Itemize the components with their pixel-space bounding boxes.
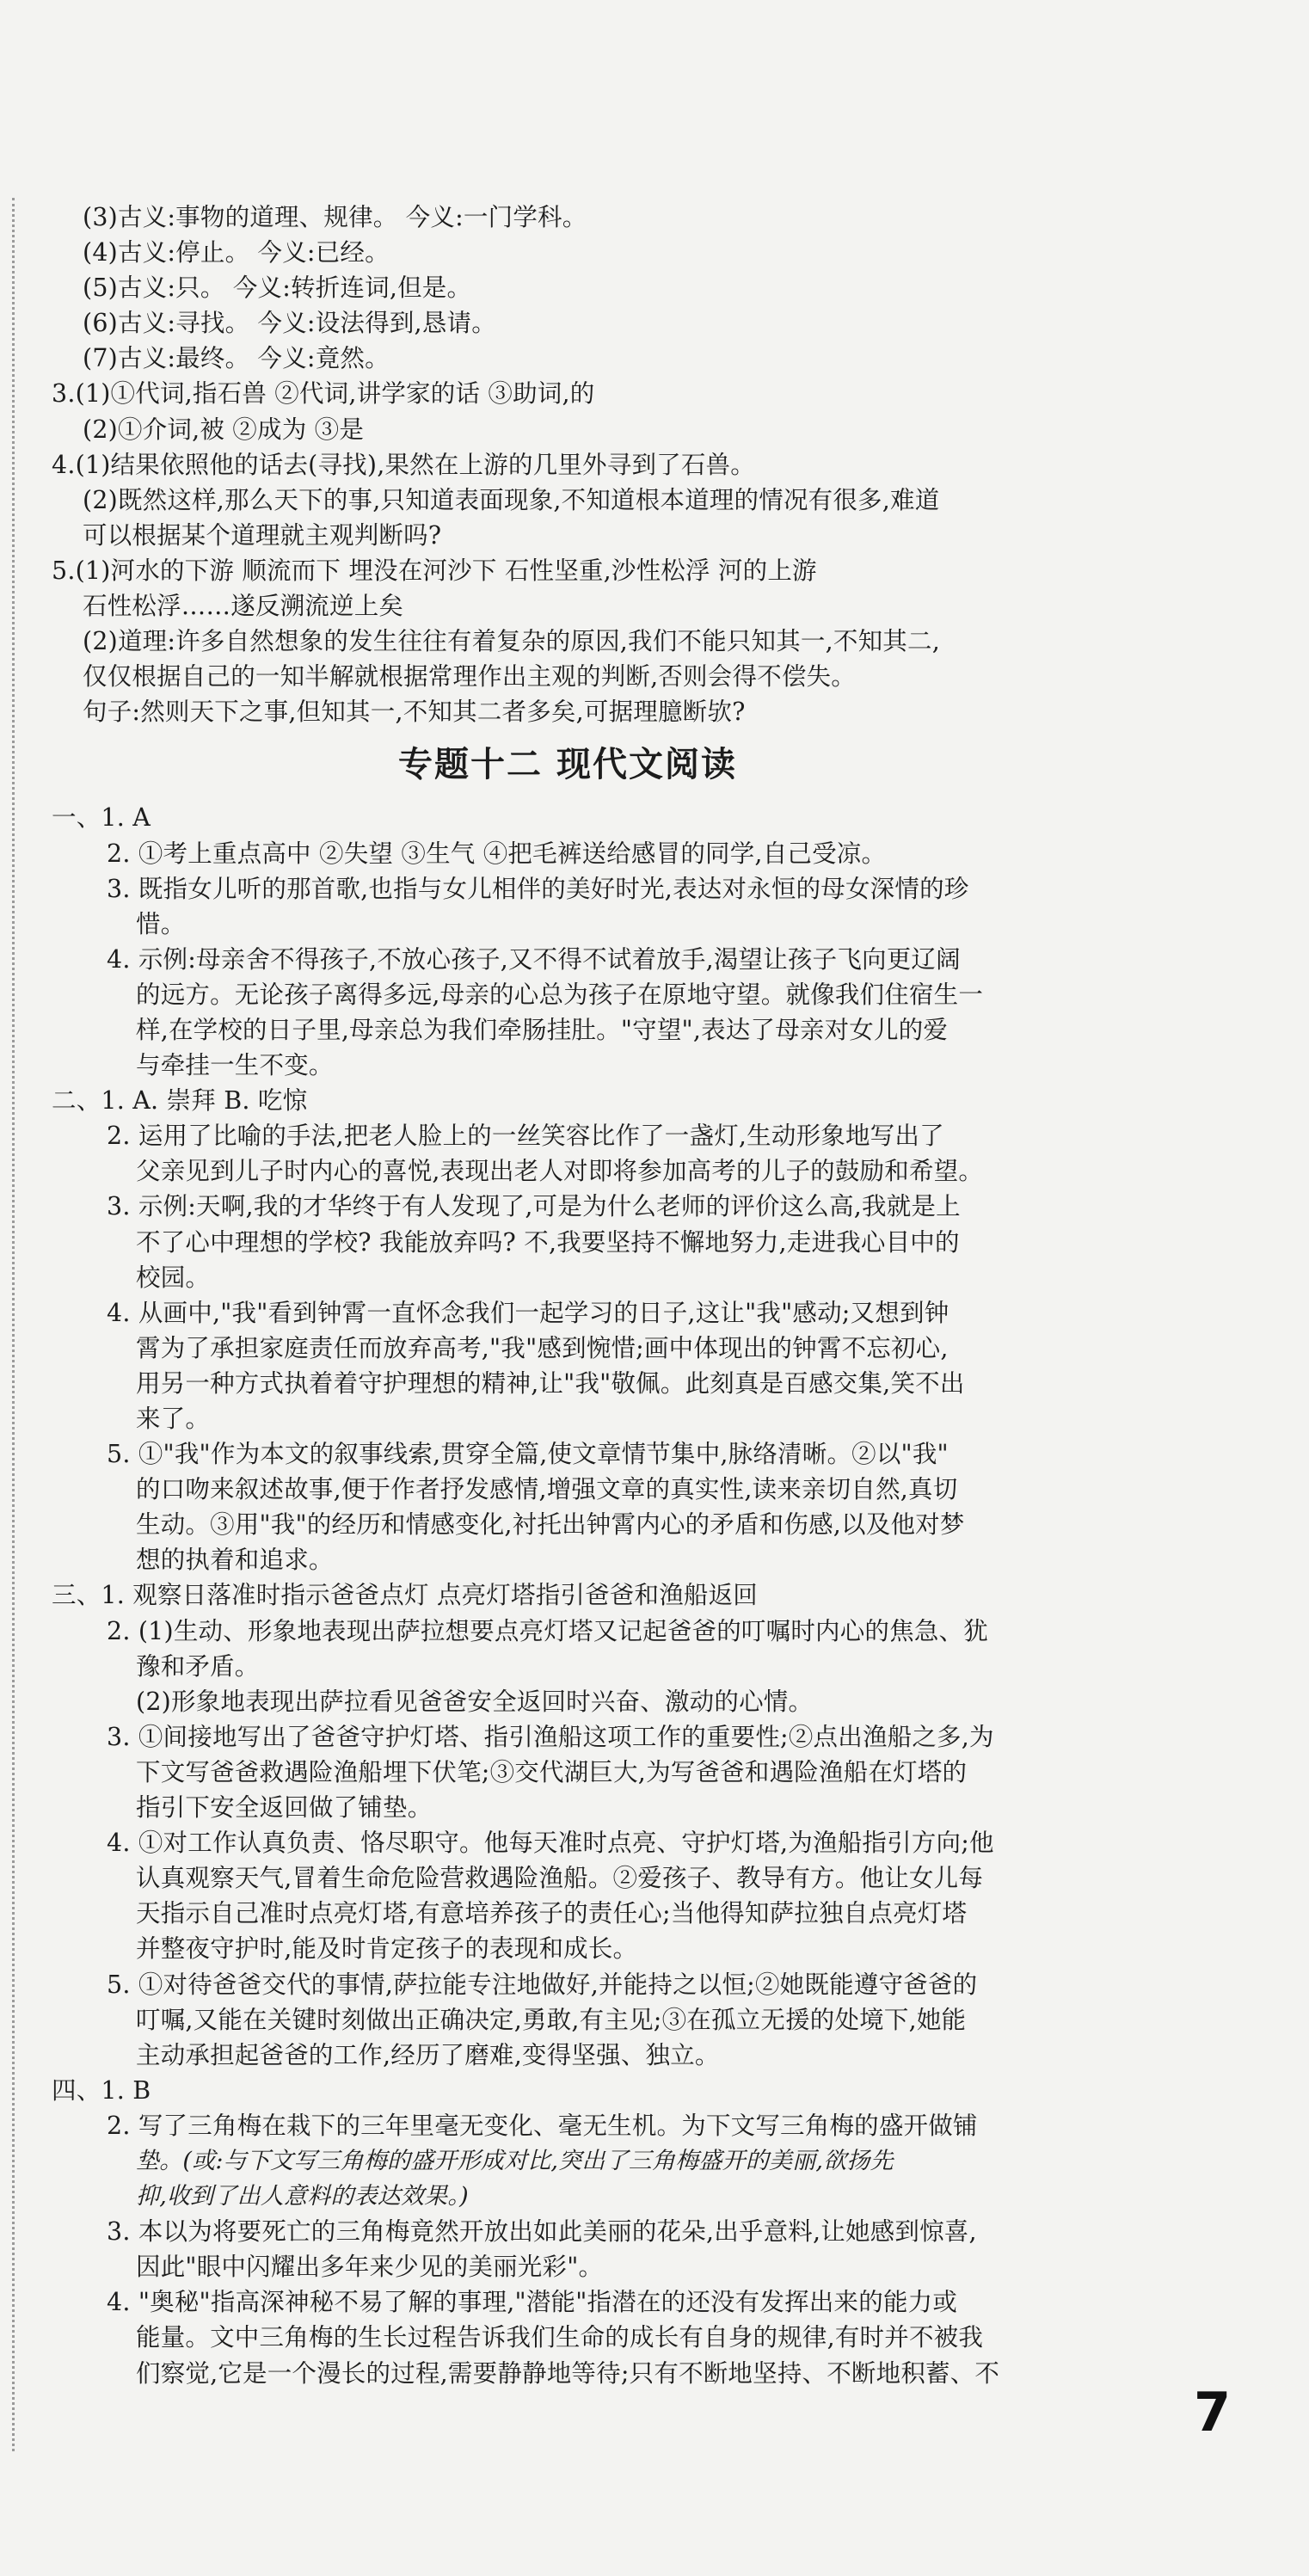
section-title: 专题十二 现代文阅读 [398, 745, 737, 785]
answer-line: 4. ①对工作认真负责、恪尽职守。他每天准时点亮、守护灯塔,为渔船指引方向;他 [107, 1829, 994, 1858]
answer-line: 石性松浮……遂反溯流逆上矣 [83, 592, 404, 621]
answer-line: 生动。③用"我"的经历和情感变化,衬托出钟霄内心的矛盾和伤感,以及他对梦 [136, 1510, 965, 1540]
answer-line: (5)古义:只。 今义:转折连词,但是。 [83, 274, 472, 303]
answer-note-line: 抑,收到了出人意料的表达效果。) [136, 2183, 469, 2210]
answer-line: 霄为了承担家庭责任而放弃高考,"我"感到惋惜;画中体现出的钟霄不忘初心, [136, 1333, 949, 1362]
answer-line: (2)形象地表现出萨拉看见爸爸安全返回时兴奋、激动的心情。 [136, 1687, 814, 1716]
modern-reading-answers [52, 800, 1049, 2390]
answer-line: 3. 本以为将要死亡的三角梅竟然开放出如此美丽的花朵,出乎意料,让她感到惊喜, [107, 2217, 977, 2247]
answer-line: 的远方。无论孩子离得多远,母亲的心总为孩子在原地守望。就像我们住宿生一 [136, 980, 984, 1009]
answer-line: 句子:然则天下之事,但知其一,不知其二者多矣,可据理臆断欤? [83, 698, 746, 727]
answer-line: (4)古义:停止。 今义:已经。 [83, 238, 390, 267]
answer-line: 天指示自己准时点亮灯塔,有意培养孩子的责任心;当他得知萨拉独自点亮灯塔 [136, 1899, 968, 1928]
answer-line: 5.(1)河水的下游 顺流而下 埋没在河沙下 石性坚重,沙性松浮 河的上游 [52, 556, 817, 585]
answer-line: 2. ①考上重点高中 ②失望 ③生气 ④把毛裤送给感冒的同学,自己受凉。 [107, 839, 887, 868]
answer-line: (2)道理:许多自然想象的发生往往有着复杂的原因,我们不能只知其一,不知其二, [83, 627, 940, 656]
answer-line: 因此"眼中闪耀出多年来少见的美丽光彩"。 [136, 2253, 604, 2282]
answer-line: 认真观察天气,冒着生命危险营救遇险渔船。②爱孩子、教导有方。他让女儿每 [136, 1864, 984, 1893]
answer-line: 样,在学校的日子里,母亲总为我们牵肠挂肚。"守望",表达了母亲对女儿的爱 [136, 1015, 949, 1044]
answer-line: 4. 示例:母亲舍不得孩子,不放心孩子,又不得不试着放手,渴望让孩子飞向更辽阔 [107, 944, 961, 974]
answer-line: 二、1. A. 崇拜 B. 吃惊 [52, 1086, 308, 1116]
answer-line: (3)古义:事物的道理、规律。 今义:一门学科。 [83, 203, 587, 231]
answer-line: 并整夜守护时,能及时肯定孩子的表现和成长。 [136, 1934, 638, 1964]
answer-line: (6)古义:寻找。 今义:设法得到,恳请。 [83, 309, 496, 338]
page-number: 7 [1194, 2381, 1232, 2444]
answer-line: 豫和矛盾。 [136, 1651, 260, 1681]
answer-line: 能量。文中三角梅的生长过程告诉我们生命的成长有自身的规律,有时并不被我 [136, 2323, 984, 2352]
answer-line: 可以根据某个道理就主观判断吗? [83, 520, 442, 550]
answer-line: 3. ①间接地写出了爸爸守护灯塔、指引渔船这项工作的重要性;②点出渔船之多,为 [107, 1722, 994, 1751]
answer-note-line: 垫。(或:与下文写三角梅的盛开形成对比,突出了三角梅盛开的美丽,欲扬先 [136, 2147, 894, 2174]
answer-line: 4.(1)结果依照他的话去(寻找),果然在上游的几里外寻到了石兽。 [52, 450, 755, 479]
answer-line: 4. "奥秘"指高深神秘不易了解的事理,"潜能"指潜在的还没有发挥出来的能力或 [107, 2288, 958, 2317]
answer-line: 的口吻来叙述故事,便于作者抒发感情,增强文章的真实性,读来亲切自然,真切 [136, 1475, 958, 1504]
answer-line: 校园。 [136, 1263, 211, 1292]
answer-line: 三、1. 观察日落准时指示爸爸点灯 点亮灯塔指引爸爸和渔船返回 [52, 1581, 759, 1610]
answer-page [52, 200, 1049, 2391]
answer-line: 父亲见到儿子时内心的喜悦,表现出老人对即将参加高考的儿子的鼓励和希望。 [136, 1157, 984, 1186]
answer-line: 4. 从画中,"我"看到钟霄一直怀念我们一起学习的日子,这让"我"感动;又想到钟 [107, 1298, 949, 1327]
answer-line: (2)既然这样,那么天下的事,只知道表面现象,不知道根本道理的情况有很多,难道 [83, 485, 940, 514]
answer-line: 们察觉,它是一个漫长的过程,需要静静地等待;只有不断地坚持、不断地积蓄、不 [136, 2358, 1000, 2388]
answer-line: 5. ①"我"作为本文的叙事线索,贯穿全篇,使文章情节集中,脉络清晰。②以"我" [107, 1440, 949, 1469]
answer-line: 下文写爸爸救遇险渔船埋下伏笔;③交代湖巨大,为写爸爸和遇险渔船在灯塔的 [136, 1757, 968, 1786]
answer-line: 惜。 [136, 909, 186, 938]
answer-line: 不了心中理想的学校? 我能放弃吗? 不,我要坚持不懈地努力,走进我心目中的 [136, 1227, 960, 1257]
answer-line: 与牵挂一生不变。 [136, 1051, 334, 1080]
answer-line: 用另一种方式执着着守护理想的精神,让"我"敬佩。此刻真是百感交集,笑不出 [136, 1368, 965, 1398]
answer-line: 2. 运用了比喻的手法,把老人脸上的一丝笑容比作了一盏灯,生动形象地写出了 [107, 1122, 944, 1151]
answer-line: 主动承担起爸爸的工作,经历了磨难,变得坚强、独立。 [136, 2040, 720, 2069]
margin-dashed-line [12, 198, 15, 2451]
answer-line: 仅仅根据自己的一知半解就根据常理作出主观的判断,否则会得不偿失。 [83, 662, 856, 692]
answer-line: 四、1. B [52, 2075, 151, 2105]
answer-line: 3. 示例:天啊,我的才华终于有人发现了,可是为什么老师的评价这么高,我就是上 [107, 1192, 961, 1221]
answer-line: 叮嘱,又能在关键时刻做出正确决定,勇敢,有主见;③在孤立无援的处境下,她能 [136, 2005, 967, 2034]
answer-line: 指引下安全返回做了铺垫。 [136, 1793, 433, 1823]
answer-line: 一、1. A [52, 803, 151, 833]
answer-line: 5. ①对待爸爸交代的事情,萨拉能专注地做好,并能持之以恒;②她既能遵守爸爸的 [107, 1970, 978, 1999]
answer-line: 来了。 [136, 1405, 211, 1433]
answer-line: 想的执着和追求。 [136, 1546, 334, 1575]
answer-line: 2. (1)生动、形象地表现出萨拉想要点亮灯塔又记起爸爸的叮嘱时内心的焦急、犹 [107, 1616, 988, 1645]
answer-line: (7)古义:最终。 今义:竟然。 [83, 344, 390, 373]
answer-line: 2. 写了三角梅在栽下的三年里毫无变化、毫无生机。为下文写三角梅的盛开做铺 [107, 2111, 978, 2140]
answer-line: 3. 既指女儿听的那首歌,也指与女儿相伴的美好时光,表达对永恒的母女深情的珍 [107, 874, 969, 903]
answer-line: 3.(1)①代词,指石兽 ②代词,讲学家的话 ③助词,的 [52, 379, 595, 409]
answer-line: (2)①介词,被 ②成为 ③是 [83, 415, 365, 444]
classical-chinese-answers [52, 200, 1049, 729]
